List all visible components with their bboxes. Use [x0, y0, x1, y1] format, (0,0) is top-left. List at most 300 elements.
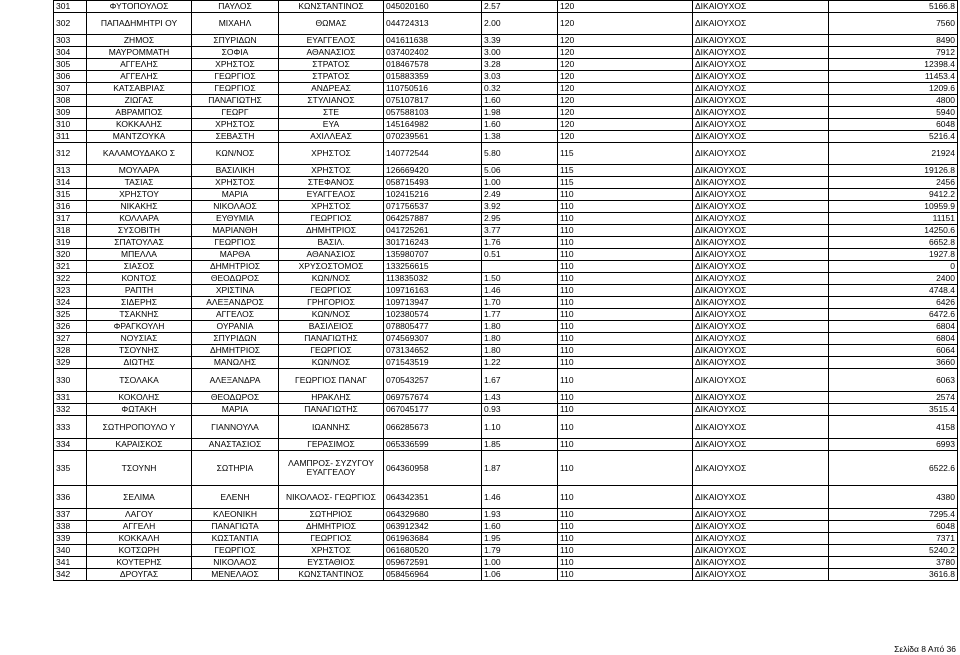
afm-cell: 140772544: [384, 143, 482, 165]
surname-cell: ΑΒΡΑΜΠΟΣ: [87, 107, 192, 119]
row-number: 312: [54, 143, 87, 165]
table-row: [54, 177, 958, 189]
afm-cell: 041611638: [384, 35, 482, 47]
row-number: 342: [54, 569, 87, 581]
status-cell: ΔΙΚΑΙΟΥΧΟΣ: [693, 261, 829, 273]
surname-cell: ΦΡΑΓΚΟΥΛΗ: [87, 321, 192, 333]
name-cell: ΕΛΕΝΗ: [192, 486, 279, 509]
surname-cell: ΜΠΕΛΛΑ: [87, 249, 192, 261]
afm-cell: 074569307: [384, 333, 482, 345]
status-cell: ΔΙΚΑΙΟΥΧΟΣ: [693, 59, 829, 71]
surname-cell: ΑΓΓΕΛΗΣ: [87, 59, 192, 71]
name-cell: ΧΡΗΣΤΟΣ: [192, 119, 279, 131]
code-cell: 110: [558, 439, 693, 451]
father-name-cell: ΓΕΩΡΓΙΟΣ ΠΑΝΑΓ: [279, 369, 384, 392]
code-cell: 110: [558, 321, 693, 333]
surname-cell: ΣΠΑΤΟΥΛΑΣ: [87, 237, 192, 249]
row-number: 326: [54, 321, 87, 333]
code-cell: 110: [558, 545, 693, 557]
afm-cell: 102380574: [384, 309, 482, 321]
father-name-cell: ΕΥΑΓΓΕΛΟΣ: [279, 189, 384, 201]
surname-cell: ΝΟΥΣΙΑΣ: [87, 333, 192, 345]
name-cell: ΓΕΩΡΓΙΟΣ: [192, 237, 279, 249]
name-cell: ΠΑΝΑΓΙΩΤΗΣ: [192, 95, 279, 107]
ratio-cell: 2.95: [482, 213, 558, 225]
status-cell: ΔΙΚΑΙΟΥΧΟΣ: [693, 416, 829, 439]
row-number: 338: [54, 521, 87, 533]
surname-cell: ΤΑΣΙΑΣ: [87, 177, 192, 189]
father-name-cell: ΧΡΗΣΤΟΣ: [279, 143, 384, 165]
code-cell: 110: [558, 249, 693, 261]
afm-cell: 018467578: [384, 59, 482, 71]
ratio-cell: 1.06: [482, 569, 558, 581]
afm-cell: 070239561: [384, 131, 482, 143]
name-cell: ΔΗΜΗΤΡΙΟΣ: [192, 345, 279, 357]
father-name-cell: ΧΡΥΣΟΣΤΟΜΟΣ: [279, 261, 384, 273]
father-name-cell: ΔΗΜΗΤΡΙΟΣ: [279, 521, 384, 533]
ratio-cell: 1.93: [482, 509, 558, 521]
amount-cell: 1927.8: [829, 249, 958, 261]
ratio-cell: 3.28: [482, 59, 558, 71]
afm-cell: 065336599: [384, 439, 482, 451]
row-number: 336: [54, 486, 87, 509]
amount-cell: 6804: [829, 333, 958, 345]
name-cell: ΧΡΗΣΤΟΣ: [192, 177, 279, 189]
afm-cell: 066285673: [384, 416, 482, 439]
surname-cell: ΚΟΝΤΟΣ: [87, 273, 192, 285]
afm-cell: 063912342: [384, 521, 482, 533]
table-row: [54, 189, 958, 201]
father-name-cell: ΙΩΑΝΝΗΣ: [279, 416, 384, 439]
ratio-cell: 1.46: [482, 486, 558, 509]
ratio-cell: 3.92: [482, 201, 558, 213]
surname-cell: ΚΟΚΚΑΛΗΣ: [87, 119, 192, 131]
surname-cell: ΚΟΤΣΩΡΗ: [87, 545, 192, 557]
status-cell: ΔΙΚΑΙΟΥΧΟΣ: [693, 357, 829, 369]
code-cell: 110: [558, 557, 693, 569]
row-number: 339: [54, 533, 87, 545]
status-cell: ΔΙΚΑΙΟΥΧΟΣ: [693, 249, 829, 261]
code-cell: 110: [558, 189, 693, 201]
table-row: [54, 13, 958, 35]
table-row: [54, 557, 958, 569]
name-cell: ΣΟΦΙΑ: [192, 47, 279, 59]
status-cell: ΔΙΚΑΙΟΥΧΟΣ: [693, 237, 829, 249]
father-name-cell: ΗΡΑΚΛΗΣ: [279, 392, 384, 404]
name-cell: ΠΑΥΛΟΣ: [192, 1, 279, 13]
ratio-cell: 0.32: [482, 83, 558, 95]
status-cell: ΔΙΚΑΙΟΥΧΟΣ: [693, 545, 829, 557]
amount-cell: 3660: [829, 357, 958, 369]
name-cell: ΑΝΑΣΤΑΣΙΟΣ: [192, 439, 279, 451]
status-cell: ΔΙΚΑΙΟΥΧΟΣ: [693, 189, 829, 201]
amount-cell: 5240.2: [829, 545, 958, 557]
afm-cell: 109713947: [384, 297, 482, 309]
amount-cell: 6426: [829, 297, 958, 309]
table-row: [54, 509, 958, 521]
afm-cell: 301716243: [384, 237, 482, 249]
code-cell: 120: [558, 59, 693, 71]
ratio-cell: 1.00: [482, 557, 558, 569]
father-name-cell: ΚΩΝ/ΝΟΣ: [279, 273, 384, 285]
code-cell: 110: [558, 509, 693, 521]
table-row: [54, 404, 958, 416]
code-cell: 110: [558, 297, 693, 309]
code-cell: 110: [558, 569, 693, 581]
table-row: [54, 345, 958, 357]
father-name-cell: ΑΘΑΝΑΣΙΟΣ: [279, 47, 384, 59]
afm-cell: 135980707: [384, 249, 482, 261]
status-cell: ΔΙΚΑΙΟΥΧΟΣ: [693, 533, 829, 545]
ratio-cell: 2.00: [482, 13, 558, 35]
ratio-cell: 1.80: [482, 345, 558, 357]
table-row: [54, 569, 958, 581]
amount-cell: 19126.8: [829, 165, 958, 177]
ratio-cell: 1.60: [482, 521, 558, 533]
table-row: [54, 333, 958, 345]
code-cell: 110: [558, 225, 693, 237]
amount-cell: 2456: [829, 177, 958, 189]
father-name-cell: ΑΝΔΡΕΑΣ: [279, 83, 384, 95]
row-number: 314: [54, 177, 87, 189]
table-row: [54, 249, 958, 261]
row-number: 340: [54, 545, 87, 557]
code-cell: 120: [558, 35, 693, 47]
status-cell: ΔΙΚΑΙΟΥΧΟΣ: [693, 107, 829, 119]
surname-cell: ΜΑΥΡΟΜΜΑΤΗ: [87, 47, 192, 59]
row-number: 320: [54, 249, 87, 261]
name-cell: ΓΕΩΡΓΙΟΣ: [192, 545, 279, 557]
afm-cell: 061963684: [384, 533, 482, 545]
surname-cell: ΑΓΓΕΛΗ: [87, 521, 192, 533]
table-row: [54, 416, 958, 439]
afm-cell: 102415216: [384, 189, 482, 201]
ratio-cell: 1.46: [482, 285, 558, 297]
father-name-cell: ΠΑΝΑΓΙΩΤΗΣ: [279, 404, 384, 416]
amount-cell: 1209.6: [829, 83, 958, 95]
status-cell: ΔΙΚΑΙΟΥΧΟΣ: [693, 273, 829, 285]
code-cell: 120: [558, 131, 693, 143]
ratio-cell: 2.57: [482, 1, 558, 13]
code-cell: 110: [558, 345, 693, 357]
status-cell: ΔΙΚΑΙΟΥΧΟΣ: [693, 177, 829, 189]
status-cell: ΔΙΚΑΙΟΥΧΟΣ: [693, 486, 829, 509]
afm-cell: 070543257: [384, 369, 482, 392]
amount-cell: 9412.2: [829, 189, 958, 201]
table-row: [54, 392, 958, 404]
amount-cell: 10959.9: [829, 201, 958, 213]
afm-cell: 071543519: [384, 357, 482, 369]
surname-cell: ΠΑΠΑΔΗΜΗΤΡΙ ΟΥ: [87, 13, 192, 35]
amount-cell: 4748.4: [829, 285, 958, 297]
father-name-cell: ΕΥΣΤΑΘΙΟΣ: [279, 557, 384, 569]
table-row: [54, 261, 958, 273]
code-cell: 110: [558, 486, 693, 509]
row-number: 335: [54, 451, 87, 486]
afm-cell: 126669420: [384, 165, 482, 177]
status-cell: ΔΙΚΑΙΟΥΧΟΣ: [693, 119, 829, 131]
amount-cell: 7295.4: [829, 509, 958, 521]
row-number: 313: [54, 165, 87, 177]
amount-cell: 6064: [829, 345, 958, 357]
father-name-cell: ΛΑΜΠΡΟΣ- ΣΥΖΥΓΟΥ ΕΥΑΓΓΕΛΟΥ: [279, 451, 384, 486]
row-number: 315: [54, 189, 87, 201]
father-name-cell: ΣΤΡΑΤΟΣ: [279, 71, 384, 83]
table-row: [54, 59, 958, 71]
amount-cell: 0: [829, 261, 958, 273]
afm-cell: 075107817: [384, 95, 482, 107]
amount-cell: 7371: [829, 533, 958, 545]
status-cell: ΔΙΚΑΙΟΥΧΟΣ: [693, 333, 829, 345]
surname-cell: ΣΥΣΟΒΙΤΗ: [87, 225, 192, 237]
afm-cell: 064342351: [384, 486, 482, 509]
father-name-cell: ΣΩΤΗΡΙΟΣ: [279, 509, 384, 521]
surname-cell: ΚΟΚΚΑΛΗ: [87, 533, 192, 545]
afm-cell: 057588103: [384, 107, 482, 119]
code-cell: 110: [558, 416, 693, 439]
afm-cell: 078805477: [384, 321, 482, 333]
row-number: 310: [54, 119, 87, 131]
table-row: [54, 321, 958, 333]
father-name-cell: ΒΑΣΙΛΕΙΟΣ: [279, 321, 384, 333]
father-name-cell: ΚΩΝ/ΝΟΣ: [279, 357, 384, 369]
afm-cell: 058715493: [384, 177, 482, 189]
ratio-cell: 1.22: [482, 357, 558, 369]
afm-cell: 061680520: [384, 545, 482, 557]
row-number: 341: [54, 557, 87, 569]
name-cell: ΜΑΡΙΑ: [192, 189, 279, 201]
amount-cell: 2400: [829, 273, 958, 285]
afm-cell: 059672591: [384, 557, 482, 569]
afm-cell: 113835032: [384, 273, 482, 285]
surname-cell: ΚΑΛΑΜΟΥΔΑΚΟ Σ: [87, 143, 192, 165]
status-cell: ΔΙΚΑΙΟΥΧΟΣ: [693, 569, 829, 581]
surname-cell: ΚΟΚΟΛΗΣ: [87, 392, 192, 404]
amount-cell: 11453.4: [829, 71, 958, 83]
ratio-cell: 5.80: [482, 143, 558, 165]
table-row: [54, 107, 958, 119]
table-row: [54, 201, 958, 213]
name-cell: ΝΙΚΟΛΑΟΣ: [192, 201, 279, 213]
row-number: 334: [54, 439, 87, 451]
surname-cell: ΤΣΟΛΑΚΑ: [87, 369, 192, 392]
ratio-cell: 1.43: [482, 392, 558, 404]
table-row: [54, 297, 958, 309]
table-row: [54, 521, 958, 533]
name-cell: ΜΑΝΩΛΗΣ: [192, 357, 279, 369]
code-cell: 110: [558, 201, 693, 213]
name-cell: ΜΑΡΙΑ: [192, 404, 279, 416]
afm-cell: 058456964: [384, 569, 482, 581]
row-number: 304: [54, 47, 87, 59]
table-row: [54, 119, 958, 131]
afm-cell: 044724313: [384, 13, 482, 35]
status-cell: ΔΙΚΑΙΟΥΧΟΣ: [693, 13, 829, 35]
surname-cell: ΜΑΝΤΖΟΥΚΑ: [87, 131, 192, 143]
afm-cell: 069757674: [384, 392, 482, 404]
surname-cell: ΣΙΑΣΟΣ: [87, 261, 192, 273]
table-row: [54, 143, 958, 165]
afm-cell: 133256615: [384, 261, 482, 273]
row-number: 316: [54, 201, 87, 213]
row-number: 328: [54, 345, 87, 357]
father-name-cell: ΣΤΥΛΙΑΝΟΣ: [279, 95, 384, 107]
code-cell: 110: [558, 261, 693, 273]
father-name-cell: ΚΩΝ/ΝΟΣ: [279, 309, 384, 321]
row-number: 306: [54, 71, 87, 83]
amount-cell: 3780: [829, 557, 958, 569]
code-cell: 120: [558, 83, 693, 95]
father-name-cell: ΒΑΣΙΛ.: [279, 237, 384, 249]
father-name-cell: ΓΕΩΡΓΙΟΣ: [279, 213, 384, 225]
row-number: 330: [54, 369, 87, 392]
status-cell: ΔΙΚΑΙΟΥΧΟΣ: [693, 131, 829, 143]
surname-cell: ΛΑΓΟΥ: [87, 509, 192, 521]
father-name-cell: ΓΕΡΑΣΙΜΟΣ: [279, 439, 384, 451]
father-name-cell: ΕΥΑΓΓΕΛΟΣ: [279, 35, 384, 47]
status-cell: ΔΙΚΑΙΟΥΧΟΣ: [693, 225, 829, 237]
code-cell: 120: [558, 13, 693, 35]
amount-cell: 6652.8: [829, 237, 958, 249]
name-cell: ΘΕΟΔΩΡΟΣ: [192, 273, 279, 285]
row-number: 333: [54, 416, 87, 439]
father-name-cell: ΓΕΩΡΓΙΟΣ: [279, 345, 384, 357]
table-row: [54, 486, 958, 509]
name-cell: ΓΕΩΡΓΙΟΣ: [192, 83, 279, 95]
ratio-cell: 1.80: [482, 333, 558, 345]
amount-cell: 3616.8: [829, 569, 958, 581]
surname-cell: ΤΣΑΚΝΗΣ: [87, 309, 192, 321]
name-cell: ΠΑΝΑΓΙΩΤΑ: [192, 521, 279, 533]
status-cell: ΔΙΚΑΙΟΥΧΟΣ: [693, 35, 829, 47]
status-cell: ΔΙΚΑΙΟΥΧΟΣ: [693, 439, 829, 451]
surname-cell: ΣΙΔΕΡΗΣ: [87, 297, 192, 309]
ratio-cell: 3.03: [482, 71, 558, 83]
surname-cell: ΣΕΛΙΜΑ: [87, 486, 192, 509]
surname-cell: ΦΩΤΑΚΗ: [87, 404, 192, 416]
amount-cell: 4158: [829, 416, 958, 439]
father-name-cell: ΕΥΑ: [279, 119, 384, 131]
father-name-cell: ΑΧΙΛΛΕΑΣ: [279, 131, 384, 143]
afm-cell: 073134652: [384, 345, 482, 357]
ratio-cell: 0.93: [482, 404, 558, 416]
amount-cell: 6048: [829, 119, 958, 131]
name-cell: ΒΑΣΙΛΙΚΗ: [192, 165, 279, 177]
afm-cell: 015883359: [384, 71, 482, 83]
row-number: 325: [54, 309, 87, 321]
status-cell: ΔΙΚΑΙΟΥΧΟΣ: [693, 404, 829, 416]
code-cell: 110: [558, 369, 693, 392]
row-number: 321: [54, 261, 87, 273]
table-row: [54, 213, 958, 225]
row-number: 329: [54, 357, 87, 369]
row-number: 327: [54, 333, 87, 345]
father-name-cell: ΓΕΩΡΓΙΟΣ: [279, 533, 384, 545]
amount-cell: 6063: [829, 369, 958, 392]
amount-cell: 8490: [829, 35, 958, 47]
afm-cell: 071756537: [384, 201, 482, 213]
afm-cell: 041725261: [384, 225, 482, 237]
father-name-cell: ΣΤΕ: [279, 107, 384, 119]
status-cell: ΔΙΚΑΙΟΥΧΟΣ: [693, 521, 829, 533]
code-cell: 110: [558, 213, 693, 225]
amount-cell: 5940: [829, 107, 958, 119]
table-row: [54, 369, 958, 392]
amount-cell: 7560: [829, 13, 958, 35]
status-cell: ΔΙΚΑΙΟΥΧΟΣ: [693, 213, 829, 225]
page-number: Σελίδα 8 Από 36: [894, 644, 956, 654]
name-cell: ΟΥΡΑΝΙΑ: [192, 321, 279, 333]
code-cell: 120: [558, 119, 693, 131]
code-cell: 110: [558, 451, 693, 486]
father-name-cell: ΧΡΗΣΤΟΣ: [279, 545, 384, 557]
amount-cell: 6048: [829, 521, 958, 533]
ratio-cell: 1.76: [482, 237, 558, 249]
surname-cell: ΚΑΡΑΙΣΚΟΣ: [87, 439, 192, 451]
surname-cell: ΤΣΟΥΝΗ: [87, 451, 192, 486]
code-cell: 115: [558, 165, 693, 177]
ratio-cell: 1.80: [482, 321, 558, 333]
table-row: [54, 35, 958, 47]
surname-cell: ΣΩΤΗΡΟΠΟΥΛΟ Υ: [87, 416, 192, 439]
row-number: 322: [54, 273, 87, 285]
row-number: 324: [54, 297, 87, 309]
status-cell: ΔΙΚΑΙΟΥΧΟΣ: [693, 95, 829, 107]
father-name-cell: ΑΘΑΝΑΣΙΟΣ: [279, 249, 384, 261]
row-number: 332: [54, 404, 87, 416]
code-cell: 120: [558, 95, 693, 107]
father-name-cell: ΓΡΗΓΟΡΙΟΣ: [279, 297, 384, 309]
ratio-cell: 1.85: [482, 439, 558, 451]
afm-cell: 064360958: [384, 451, 482, 486]
surname-cell: ΖΗΜΟΣ: [87, 35, 192, 47]
afm-cell: 067045177: [384, 404, 482, 416]
code-cell: 110: [558, 309, 693, 321]
name-cell: ΕΥΘΥΜΙΑ: [192, 213, 279, 225]
amount-cell: 6804: [829, 321, 958, 333]
father-name-cell: ΚΩΝΣΤΑΝΤΙΝΟΣ: [279, 1, 384, 13]
row-number: 337: [54, 509, 87, 521]
status-cell: ΔΙΚΑΙΟΥΧΟΣ: [693, 47, 829, 59]
status-cell: ΔΙΚΑΙΟΥΧΟΣ: [693, 392, 829, 404]
row-number: 317: [54, 213, 87, 225]
name-cell: ΑΛΕΞΑΝΔΡΟΣ: [192, 297, 279, 309]
code-cell: 110: [558, 237, 693, 249]
row-number: 308: [54, 95, 87, 107]
ratio-cell: 1.77: [482, 309, 558, 321]
ratio-cell: 2.49: [482, 189, 558, 201]
status-cell: ΔΙΚΑΙΟΥΧΟΣ: [693, 83, 829, 95]
code-cell: 110: [558, 285, 693, 297]
father-name-cell: ΘΩΜΑΣ: [279, 13, 384, 35]
status-cell: ΔΙΚΑΙΟΥΧΟΣ: [693, 509, 829, 521]
table-row: [54, 545, 958, 557]
ratio-cell: 1.60: [482, 119, 558, 131]
ratio-cell: 1.95: [482, 533, 558, 545]
name-cell: ΜΙΧΑΗΛ: [192, 13, 279, 35]
surname-cell: ΜΟΥΛΑΡΑ: [87, 165, 192, 177]
amount-cell: 12398.4: [829, 59, 958, 71]
table-row: [54, 533, 958, 545]
afm-cell: 064257887: [384, 213, 482, 225]
afm-cell: 045020160: [384, 1, 482, 13]
name-cell: ΣΠΥΡΙΔΩΝ: [192, 35, 279, 47]
table-row: [54, 131, 958, 143]
name-cell: ΚΩΣΤΑΝΤΙΑ: [192, 533, 279, 545]
code-cell: 120: [558, 47, 693, 59]
row-number: 307: [54, 83, 87, 95]
surname-cell: ΚΟΥΤΕΡΗΣ: [87, 557, 192, 569]
